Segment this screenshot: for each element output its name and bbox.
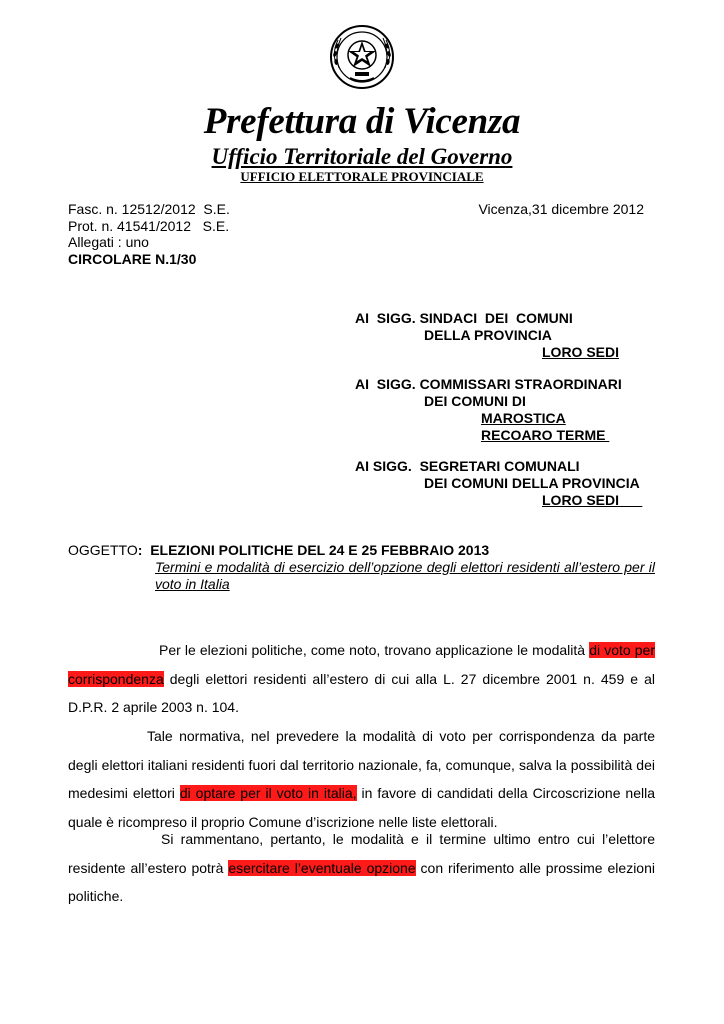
- recipient-line: LORO SEDI: [542, 492, 643, 508]
- paragraph-text: Per le elezioni politiche, come noto, trovano applicazione le modalità: [159, 642, 590, 658]
- paragraph-2: [68, 722, 655, 836]
- recipient-group-secretaries: [355, 458, 642, 509]
- office-name: UFFICIO ELETTORALE PROVINCIALE: [240, 169, 484, 184]
- paragraph-3: [68, 825, 655, 911]
- document-title: Prefettura di Vicenza: [203, 101, 521, 142]
- recipient-line: LORO SEDI: [542, 344, 620, 360]
- subject-colon: :: [137, 542, 143, 558]
- italian-republic-emblem-icon: [328, 24, 396, 90]
- paragraph-text: in favore di candidati della Circoscrizione nella quale è ricompreso il proprio Comune d’iscrizione nelle liste elettorali.: [68, 785, 655, 830]
- recipient-line: AI SIGG. SEGRETARI COMUNALI: [355, 458, 580, 474]
- subject-label: OGGETTO: [68, 542, 138, 558]
- fasc-number: Fasc. n. 12512/2012 S.E.: [68, 201, 230, 217]
- recipient-line: DELLA PROVINCIA: [424, 327, 552, 343]
- recipient-line: AI SIGG. SINDACI DEI COMUNI: [355, 310, 573, 326]
- prot-number: Prot. n. 41541/2012 S.E.: [68, 217, 230, 234]
- highlighted-text: di optare per il voto in italia,: [179, 785, 357, 801]
- subject-title: ELEZIONI POLITICHE DEL 24 E 25 FEBBRAIO 2013: [150, 542, 490, 558]
- subject-description: Termini e modalità di esercizio dell’opzione degli elettori residenti all’estero per il voto in Italia: [155, 559, 655, 592]
- circular-number: CIRCOLARE N.1/30: [68, 250, 197, 267]
- paragraph-text: Tale normativa, nel prevedere la modalità di voto per corrispondenza da parte degli elettori italiani residenti fuori dal territorio nazionale, fa, comunque, salva la possibilità dei medesimi elettori: [68, 728, 655, 801]
- recipient-line: DEI COMUNI DI: [424, 393, 526, 409]
- paragraph-text: con riferimento alle prossime elezioni politiche.: [68, 859, 655, 904]
- highlighted-text: esercitare l’eventuale opzione: [228, 859, 416, 876]
- recipient-line: MAROSTICA: [481, 410, 566, 426]
- paragraph-text: degli elettori residenti all’estero di cui alla L. 27 dicembre 2001 n. 459 e al D.P.R. 2 aprile 2003 n. 104.: [68, 670, 655, 715]
- protocol-block: [68, 201, 230, 267]
- subject-heading: [68, 542, 489, 559]
- document-date: Vicenza,31 dicembre 2012: [478, 201, 644, 217]
- recipient-line: DEI COMUNI DELLA PROVINCIA: [424, 475, 640, 491]
- paragraph-1: [68, 636, 655, 722]
- recipient-group-mayors: [355, 310, 619, 361]
- paragraph-text: Si rammentano, pertanto, le modalità e il termine ultimo entro cui l’elettore residente all’estero potrà: [68, 831, 655, 876]
- recipient-line: AI SIGG. COMMISSARI STRAORDINARI: [355, 376, 622, 392]
- attachments: Allegati : uno: [68, 234, 149, 250]
- recipient-line: RECOARO TERME: [481, 427, 610, 443]
- document-subtitle: Ufficio Territoriale del Governo: [211, 144, 513, 169]
- recipient-group-commissioners: [355, 376, 622, 444]
- highlighted-text: di voto per corrispondenza: [68, 642, 655, 687]
